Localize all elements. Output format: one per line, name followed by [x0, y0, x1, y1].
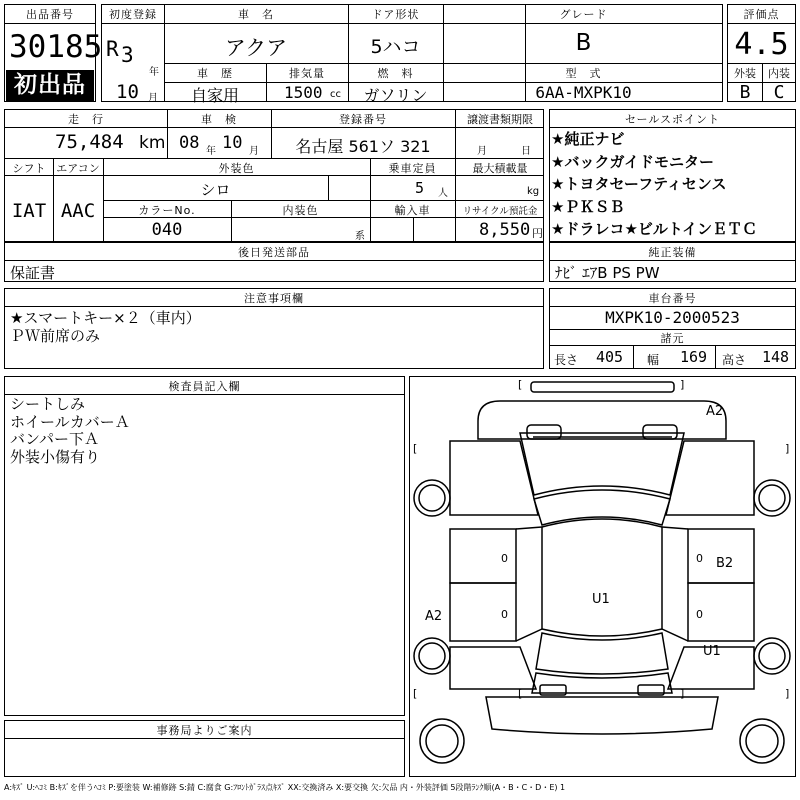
later-parts-box — [4, 242, 544, 282]
inspection-year-unit: 年 — [206, 146, 216, 157]
displacement-label: 排気量 — [289, 67, 325, 80]
sales-points-box — [549, 109, 796, 242]
lot-number-label: 出品番号 — [26, 8, 74, 21]
bracket-mark: ] — [680, 378, 685, 391]
specs-label: 諸元 — [660, 332, 685, 345]
recycle-fee: 8,550 — [479, 220, 531, 240]
recycle-fee-unit: 円 — [532, 227, 543, 240]
shift: IAT — [11, 200, 47, 222]
damage-diagram-box — [409, 376, 796, 777]
roof — [542, 519, 662, 636]
bracket-mark: [ — [518, 378, 523, 391]
history-label: 車 歴 — [197, 67, 233, 80]
equipment-box — [549, 242, 796, 282]
first-listing-badge: 初出品 — [6, 70, 94, 101]
era-letter: R — [106, 37, 119, 61]
inspector-note: バンパー下Ａ — [10, 430, 99, 448]
color-label: 外装色 — [218, 162, 255, 175]
length-label: 長さ — [554, 353, 579, 367]
zero-mark: 0 — [501, 608, 508, 621]
rear-window — [536, 633, 668, 674]
color: シロ — [200, 181, 231, 199]
hood — [520, 433, 684, 495]
office-notice-label: 事務局よりご案内 — [156, 724, 253, 737]
height: 148 — [762, 348, 790, 366]
car-name-label: 車 名 — [238, 8, 274, 21]
model-code-label: 型 式 — [565, 67, 602, 80]
model-code: 6AA-MXPK10 — [535, 83, 632, 102]
grade-label: グレード — [559, 8, 608, 21]
inspection-month: 10 — [222, 133, 243, 153]
mileage-label: 走 行 — [68, 113, 104, 126]
registration-month: 10 — [116, 81, 139, 103]
chassis-box — [549, 288, 796, 369]
transfer-month-unit: 月 — [477, 146, 487, 157]
import-label: 輸入車 — [394, 204, 431, 217]
door-type-label: ドア形状 — [371, 8, 420, 21]
bracket-mark: ] — [680, 687, 685, 700]
height-label: 高さ — [722, 353, 747, 367]
inspection-month-unit: 月 — [249, 146, 259, 157]
later-parts-value: 保証書 — [10, 264, 56, 282]
capacity-unit: 人 — [438, 188, 448, 199]
interior-label: 内装 — [768, 67, 790, 80]
displacement-unit: cc — [330, 89, 341, 100]
legend-footer: A:ｷｽﾞ U:ﾍｺﾐ B:ｷｽﾞを伴うﾍｺﾐ P:要塗装 W:補修跡 S:錆 C:腐食 G:ﾌﾛﾝﾄｶﾞﾗｽ点ｷｽﾞ XX:交換済み X:要交換 欠:欠品 内・外装評価 5段階ﾗﾝｸ順(A・B・C・D・E) 1 — [4, 783, 566, 792]
caution-line: ＰＷ前席のみ — [10, 326, 101, 345]
car-name: アクア — [224, 36, 288, 60]
plate-label: 登録番号 — [339, 113, 387, 126]
bracket-mark: [ — [413, 687, 418, 700]
inspector-notes-lines — [10, 396, 130, 466]
mileage: 75,484 — [55, 131, 124, 153]
inspector-note: 外装小傷有り — [10, 447, 101, 466]
history: 自家用 — [190, 86, 239, 105]
width: 169 — [680, 348, 708, 366]
mileage-unit: km — [139, 133, 166, 153]
sales-point-item: ★ＰＫＳＢ — [551, 197, 625, 216]
caution-lines — [10, 310, 201, 345]
vehicle-info-box — [101, 4, 723, 105]
inspection-year: 08 — [179, 133, 200, 153]
year-unit: 年 — [149, 67, 159, 78]
length: 405 — [596, 348, 624, 366]
damage-mark: B2 — [716, 556, 734, 571]
rear-fender-left — [450, 647, 536, 689]
max-load-unit: kg — [527, 186, 540, 197]
chassis-number: MXPK10-2000523 — [605, 308, 740, 327]
sales-point-item: ★バックガイドモニター — [551, 152, 714, 171]
exterior-label: 外装 — [734, 67, 756, 80]
width-label: 幅 — [647, 353, 660, 367]
car-diagram — [410, 377, 794, 775]
damage-mark: U1 — [703, 644, 721, 659]
capacity-label: 乗車定員 — [388, 162, 437, 175]
inspector-notes-label: 検査員記入欄 — [168, 380, 241, 393]
registration-year: 3 — [121, 43, 134, 67]
inspector-note: シートしみ — [10, 395, 86, 413]
zero-mark: 0 — [696, 552, 703, 565]
transfer-day-unit: 日 — [521, 146, 531, 157]
inspection-label: 車 検 — [201, 113, 237, 126]
damage-mark: A2 — [706, 404, 724, 419]
sales-point-item: ★ドラレコ★ビルトインＥＴＣ — [551, 220, 758, 238]
exterior-grade: B — [739, 82, 751, 103]
month-unit: 月 — [148, 93, 158, 104]
lot-number: 30185 — [9, 29, 103, 65]
fuel: ガソリン — [363, 86, 428, 105]
inspector-note: ホイールカバーＡ — [10, 412, 130, 431]
front-bumper-strip — [531, 382, 674, 392]
inspector-notes-box — [4, 376, 405, 716]
recycle-fee-label: リサイクル預託金 — [462, 206, 538, 217]
rear-bumper — [486, 697, 718, 734]
interior-grade: C — [773, 82, 785, 103]
chassis-label: 車台番号 — [648, 292, 697, 305]
bracket-mark: ] — [785, 442, 790, 455]
caution-label: 注意事項欄 — [244, 292, 304, 305]
equipment-value: ﾅﾋﾞ ｴｱB PS PW — [555, 264, 660, 282]
displacement: 1500 — [284, 83, 323, 102]
equipment-label: 純正装備 — [648, 246, 697, 259]
caution-line: ★スマートキー×２（車内） — [10, 309, 201, 327]
transfer-deadline-label: 譲渡書類期限 — [467, 113, 533, 126]
sales-point-item: ★純正ナビ — [551, 130, 625, 148]
office-notice-box — [4, 720, 405, 777]
grade: B — [575, 30, 592, 56]
caution-box — [4, 288, 544, 369]
color-number-label: カラーNo. — [138, 204, 196, 217]
bracket-mark: [ — [413, 442, 418, 455]
bracket-mark: [ — [518, 687, 523, 700]
score: 4.5 — [734, 27, 789, 62]
later-parts-label: 後日発送部品 — [238, 246, 310, 259]
fuel-label: 燃 料 — [377, 67, 414, 80]
sales-point-item: ★トヨタセーフティセンス — [551, 175, 727, 193]
plate-number: 名古屋 561ソ 321 — [295, 137, 431, 156]
color-number: 040 — [151, 220, 183, 240]
score-label: 評価点 — [743, 8, 780, 21]
damage-mark: U1 — [592, 592, 610, 607]
vehicle-detail-box — [4, 109, 544, 242]
max-load-label: 最大積載量 — [472, 162, 528, 175]
door-type: 5ハコ — [370, 36, 421, 58]
first-registration-label: 初度登録 — [109, 8, 157, 21]
capacity: 5 — [415, 179, 425, 197]
sales-points-label: セールスポイント — [624, 113, 720, 126]
shift-label: シフト — [12, 162, 46, 175]
sales-points-list — [551, 128, 757, 241]
zero-mark: 0 — [696, 608, 703, 621]
score-box — [727, 4, 796, 102]
interior-color-label: 内装色 — [282, 204, 319, 217]
bracket-mark: ] — [785, 687, 790, 700]
damage-mark: A2 — [425, 609, 443, 624]
zero-mark: 0 — [501, 552, 508, 565]
ac: AAC — [60, 200, 96, 222]
lot-number-box — [4, 4, 103, 102]
ac-label: エアコン — [56, 162, 100, 175]
interior-color-unit: 系 — [355, 231, 365, 242]
rear-hatch — [532, 673, 672, 693]
